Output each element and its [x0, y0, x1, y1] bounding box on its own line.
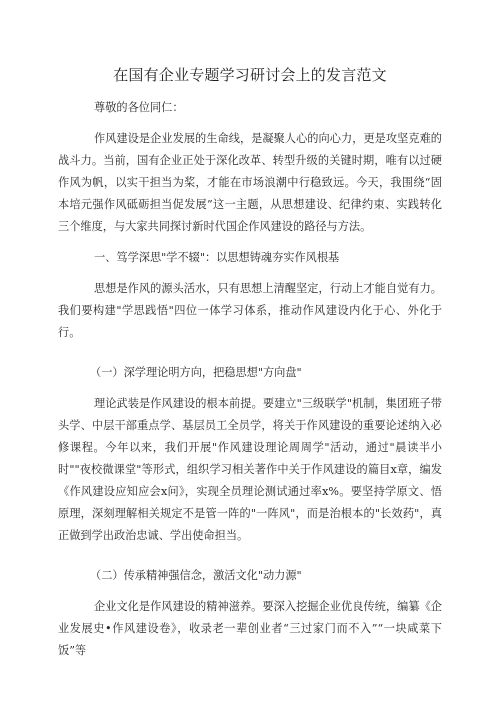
sub-heading-2: （二）传承精神强信念，激活文化"动力源"	[90, 569, 302, 582]
document-title: 在国有企业专题学习研讨会上的发言范文	[113, 66, 387, 84]
section-heading-1: 一、笃学深思"学不辍"：以思想铸魂夯实作风根基	[94, 251, 340, 264]
paragraph-theory: 理论武装是作风建设的根本前提。要建立"三级联学"机制，集团班子带头学、中层干部重点学、基层员工全员学，将关于作风建设的重要论述纳入必修课程。今年以来，我们开展"作风建设理论周周学"活动，通过"晨读半小时""夜校微课堂"等形式，组织学习相关著作中关于作风建设的篇目x章，编发《作风建设应知应会x问》，实现全员理论测试通过率x%。要坚持学原文、悟原理，深刻理解相关规定不是管一阵的"一阵风"，而是治根本的"长效药"，真正做到学出政治忠诚、学出使命担当。	[58, 397, 442, 542]
sub-heading-1: （一）深学理论明方向，把稳思想"方向盘"	[90, 366, 302, 379]
paragraph-culture: 企业文化是作风建设的精神滋养。要深入挖掘企业优良传统，编纂《企业发展史•作风建设卷》，收录老一辈创业者“三过家门而不入”“一块咸菜下饭”等	[58, 600, 442, 657]
paragraph-intro: 作风建设是企业发展的生命线，是凝聚人心的向心力，更是攻坚克难的战斗力。当前，国有企业正处于深化改革、转型升级的关键时期，唯有以过硬作风为帆，以实干担当为桨，才能在市场浪潮中行稳致远。今天，我围绕“固本培元强作风砥砺担当促发展”这一主题，从思想建设、纪律约束、实践转化三个维度，与大家共同探讨新时代国企作风建设的路径与方法。	[58, 132, 442, 233]
paragraph-section1-intro: 思想是作风的源头活水，只有思想上清醒坚定，行动上才能自觉有力。我们要构建"学思践悟"四位一体学习体系，推动作风建设内化于心、外化于行。	[58, 282, 442, 339]
salutation: 尊敬的各位同仁：	[94, 101, 184, 114]
